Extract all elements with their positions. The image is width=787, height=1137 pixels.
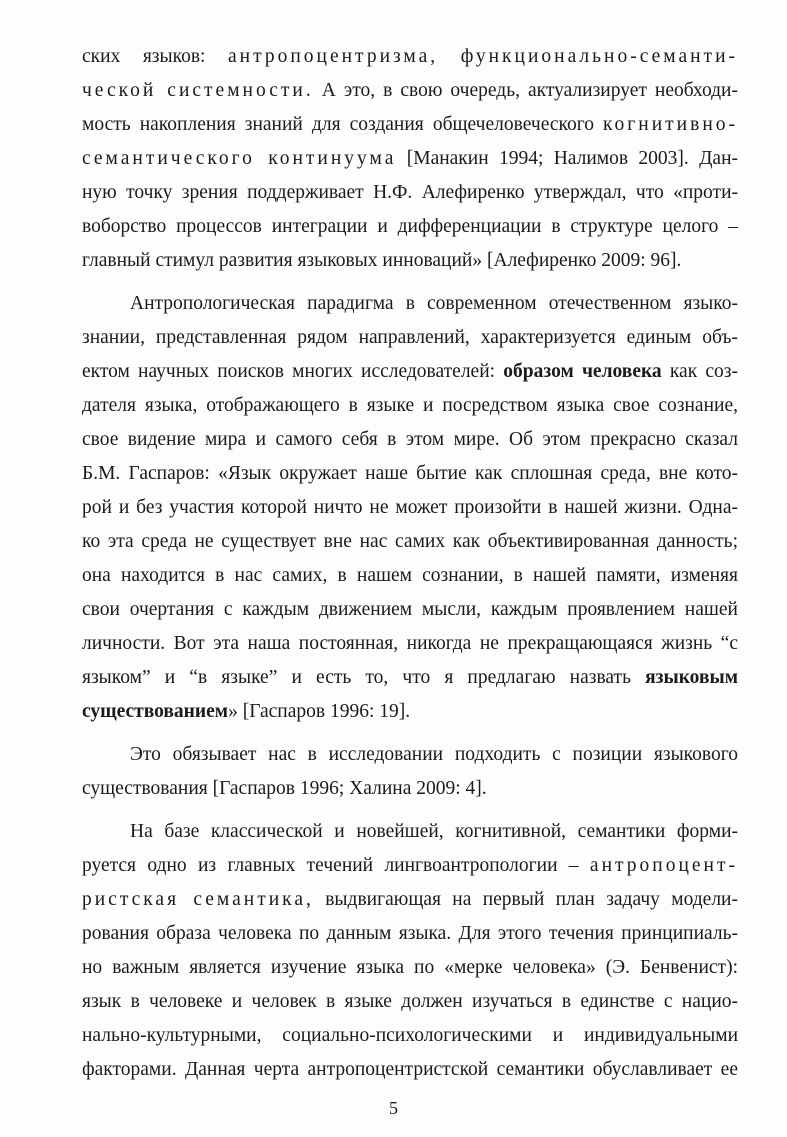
text-line (82, 74, 738, 108)
spaced-term: функционально-семанти- (460, 46, 738, 67)
text-line: рования образа человека по данным языка. Для этого течения принципиаль- (82, 923, 738, 944)
text-run: языком” и “в языке” и есть то, что я предлагаю назвать (82, 667, 646, 688)
text-line: На базе классической и новейшей, когнитивной, семантики форми- (130, 821, 738, 842)
text-line: Это обязывает нас в исследовании подходить с позиции языкового (130, 744, 738, 765)
text-line: ко эта среда не существует вне нас самих как объективированная данность; (82, 531, 738, 552)
text-line (82, 108, 738, 142)
text-run: ектом научных поисков многих исследователей: (82, 361, 504, 382)
text-line (82, 849, 738, 883)
text-line: ную точку зрения поддерживает Н.Ф. Алефиренко утверждал, что «проти- (82, 182, 738, 203)
paragraph-gap (82, 806, 738, 815)
text-line (82, 355, 738, 389)
text-run: А это, в свою очередь, актуализирует необходи- (313, 80, 738, 101)
text-run: руется одно из главных течений лингвоантропологии – (82, 855, 590, 876)
text-line: она находится в нас самих, в нашем сознании, в нашей памяти, изменяя (82, 565, 738, 586)
text-line (82, 883, 738, 917)
text-run (438, 46, 461, 67)
text-line: но важным является изучение языка по «мерке человека» (Э. Бенвенист): (82, 957, 738, 978)
text-run: выдвигающая на первый план задачу модели- (313, 889, 738, 910)
bold-term: образом человека (503, 361, 662, 382)
text-run: мость накопления знаний для создания общечеловеческого (82, 114, 604, 135)
paragraph-3 (82, 738, 738, 806)
paragraph-2 (82, 287, 738, 729)
text-line: рой и без участия которой ничто не может произойти в нашей жизни. Одна- (82, 497, 738, 518)
spaced-term: ческой системности. (82, 80, 314, 101)
spaced-term: ристская семантика, (82, 889, 314, 910)
paragraph-gap (82, 278, 738, 287)
text-line: факторами. Данная черта антропоцентристской семантики обуславливает ее (82, 1059, 738, 1080)
text-line: личности. Вот эта наша постоянная, никогда не прекращающаяся жизнь “с (82, 633, 738, 654)
text-line: главный стимул развития языковых инноваций» [Алефиренко 2009: 96]. (82, 250, 682, 271)
text-line: нально-культурными, социально-психологическими и индивидуальными (82, 1025, 738, 1046)
text-run: как соз- (661, 361, 738, 382)
text-line: Б.М. Гаспаров: «Язык окружает наше бытие как сплошная среда, вне кото- (82, 463, 738, 484)
text-line (82, 695, 738, 729)
text-line: воборство процессов интеграции и дифференциации в структуре целого – (82, 216, 738, 237)
text-line: дателя языка, отображающего в языке и посредством языка свое сознание, (82, 395, 738, 416)
text-line: знании, представленная рядом направлений, характеризуется единым объ- (82, 327, 738, 348)
body-text (82, 40, 738, 1087)
spaced-term: антропоцент- (589, 855, 738, 876)
text-run: [Манакин 1994; Налимов 2003]. Дан- (396, 148, 738, 169)
text-line: свои очертания с каждым движением мысли, каждым проявлением нашей (82, 599, 738, 620)
bold-term: языковым (645, 667, 738, 688)
text-line (82, 661, 738, 695)
text-line: язык в человеке и человек в языке должен изучаться в единстве с нацио- (82, 991, 738, 1012)
paragraph-4 (82, 815, 738, 1087)
bold-term: существованием (82, 701, 229, 722)
text-line: Антропологическая парадигма в современном отечественном языко- (130, 293, 738, 314)
spaced-term: когнитивно- (603, 114, 738, 135)
text-line: существования [Гаспаров 1996; Халина 2009: 4]. (82, 778, 487, 799)
text-line: свое видение мира и самого себя в этом мире. Об этом прекрасно сказал (82, 429, 738, 450)
text-run: » [Гаспаров 1996: 19]. (228, 701, 411, 722)
text-run: ских языков: (82, 46, 228, 67)
paragraph-1 (82, 40, 738, 278)
text-line (82, 142, 738, 176)
text-line (82, 40, 738, 74)
paragraph-gap (82, 729, 738, 738)
spaced-term: антропоцентризма, (228, 46, 439, 67)
page-number: 5 (389, 1098, 398, 1118)
spaced-term: семантического континуума (82, 148, 397, 169)
